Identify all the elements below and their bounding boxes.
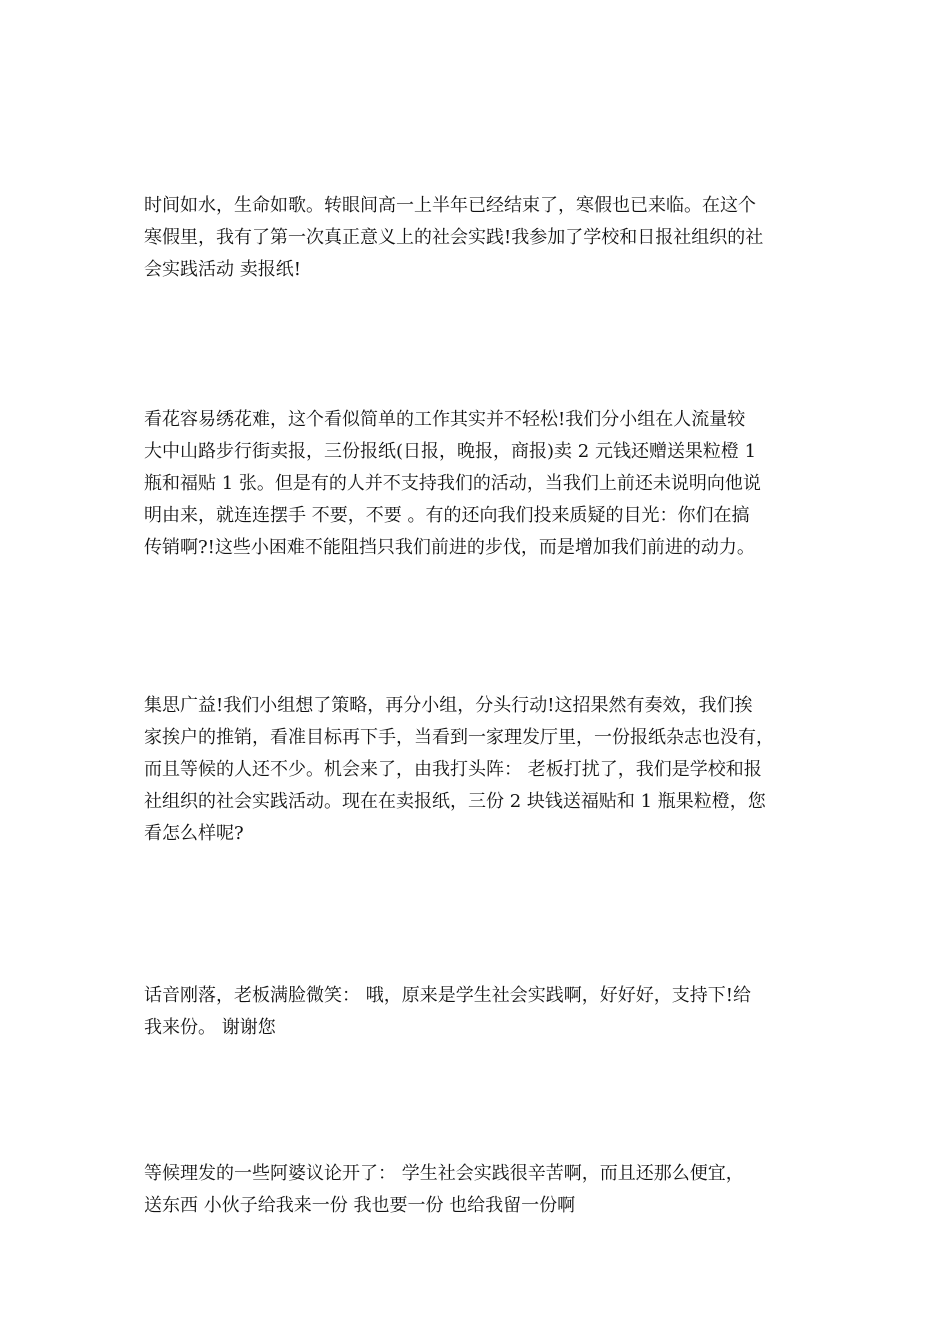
- paragraph-line: 送东西 小伙子给我来一份 我也要一份 也给我留一份啊: [144, 1195, 576, 1216]
- paragraph-line: 时间如水，生命如歌。转眼间高一上半年已经结束了，寒假也已来临。在这个: [144, 195, 756, 216]
- paragraph-line: 社组织的社会实践活动。现在在卖报纸，三份 2 块钱送福贴和 1 瓶果粒橙，您: [144, 791, 766, 812]
- paragraph-line: 看怎么样呢?: [144, 823, 244, 844]
- paragraph-line: 明由来，就连连摆手 不要，不要 。有的还向我们投来质疑的目光：你们在搞: [144, 505, 750, 526]
- paragraph-line: 集思广益!我们小组想了策略，再分小组，分头行动!这招果然有奏效，我们挨: [144, 695, 753, 716]
- paragraph-line: 会实践活动 卖报纸!: [144, 259, 301, 280]
- paragraph-line: 瓶和福贴 1 张。但是有的人并不支持我们的活动，当我们上前还未说明向他说: [144, 473, 761, 494]
- paragraph-4: [144, 980, 808, 1044]
- paragraph-line: 传销啊?!这些小困难不能阻挡只我们前进的步伐，而是增加我们前进的动力。: [144, 537, 755, 558]
- paragraph-line: 等候理发的一些阿婆议论开了： 学生社会实践很辛苦啊，而且还那么便宜，: [144, 1163, 744, 1184]
- paragraph-line: 我来份。 谢谢您: [144, 1017, 276, 1038]
- paragraph-1: [144, 190, 808, 286]
- paragraph-line: 话音刚落，老板满脸微笑： 哦，原来是学生社会实践啊，好好好，支持下!给: [144, 985, 751, 1006]
- paragraph-5: [144, 1158, 808, 1222]
- paragraph-line: 家挨户的推销，看准目标再下手，当看到一家理发厅里，一份报纸杂志也没有，: [144, 727, 774, 748]
- paragraph-line: 看花容易绣花难，这个看似简单的工作其实并不轻松!我们分小组在人流量较: [144, 409, 746, 430]
- paragraph-line: 大中山路步行街卖报，三份报纸(日报，晚报，商报)卖 2 元钱还赠送果粒橙 1: [144, 441, 757, 462]
- paragraph-line: 寒假里，我有了第一次真正意义上的社会实践!我参加了学校和日报社组织的社: [144, 227, 764, 248]
- paragraph-2: [144, 404, 808, 564]
- paragraph-line: 而且等候的人还不少。机会来了，由我打头阵： 老板打扰了，我们是学校和报: [144, 759, 762, 780]
- paragraph-3: [144, 690, 808, 850]
